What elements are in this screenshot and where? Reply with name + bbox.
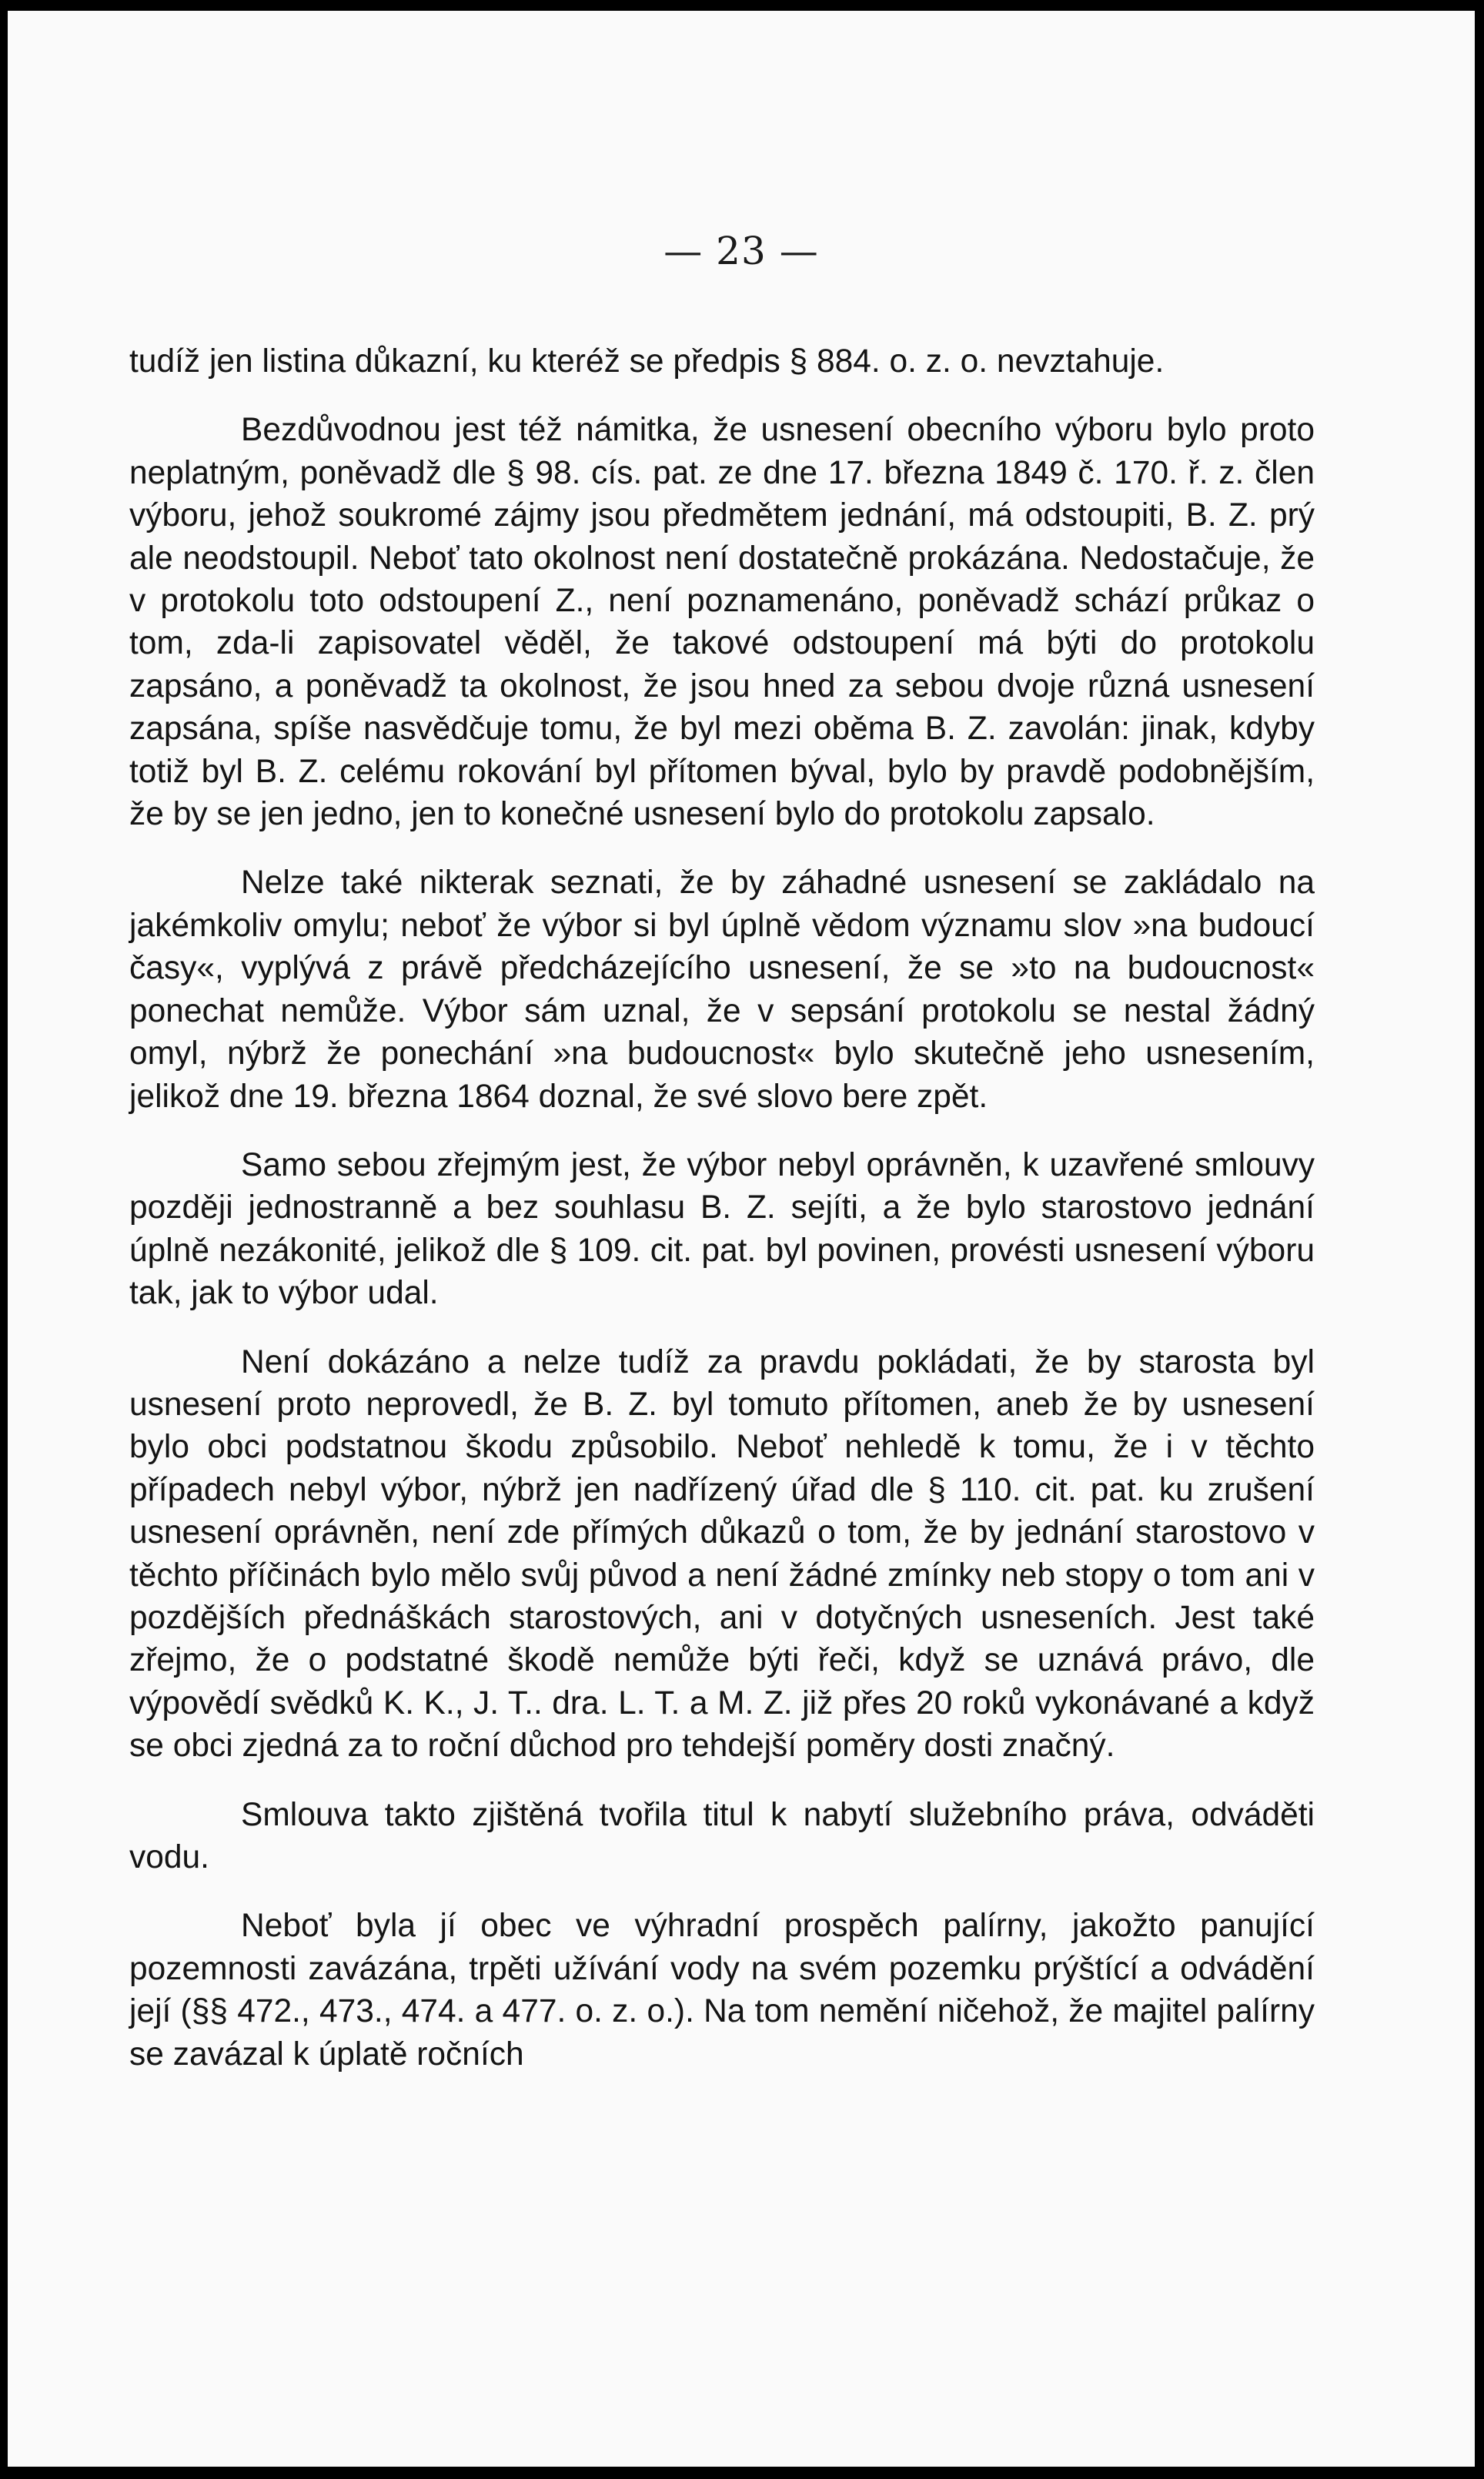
document-page <box>8 11 1475 2467</box>
paragraph-7: Neboť byla jí obec ve výhradní prospěch palírny, jakožto panující pozemnosti zavázána, trpěti užívání vody na svém pozemku prýštící a odvádění její (§§ 472., 473., 474. a 477. o. z. o.). Na tom nemění ničehož, že majitel palírny se zavázal k úplatě ročních <box>129 1908 1315 2073</box>
paragraph-4: Samo sebou zřejmým jest, že výbor nebyl oprávněn, k uzavřené smlouvy později jednostranně a bez souhlasu B. Z. sejíti, a že bylo starostovo jednání úplně nezákonité, jelikož dle § 109. cit. pat. byl povinen, provésti usnesení výboru tak, jak to výbor udal. <box>129 1146 1315 1312</box>
paragraph-1: tudíž jen listina důkazní, ku kteréž se předpis § 884. o. z. o. nevztahuje. <box>129 343 1165 380</box>
paragraph-6: Smlouva takto zjištěná tvořila titul k nabytí služebního práva, odváděti vodu. <box>129 1796 1315 1875</box>
paragraph-3: Nelze také nikterak seznati, že by záhadné usnesení se zakládalo na jakémkoliv omylu; neboť že výbor si byl úplně vědom významu slov »na budoucí časy«, vyplývá z právě předcházejícího usnesení, že se »to na budoucnost« ponechat nemůže. Výbor sám uznal, že v sepsání protokolu se nestal žádný omyl, nýbrž že ponechání »na budoucnost« bylo skutečně jeho usnesením, jelikož dne 19. března 1864 doznal, že své slovo bere zpět. <box>129 865 1315 1115</box>
page-number-header: — 23 — <box>663 229 819 273</box>
paragraph-5: Není dokázáno a nelze tudíž za pravdu pokládati, že by starosta byl usnesení proto neprovedl, že B. Z. byl tomuto přítomen, aneb že by usnesení bylo obci podstatnou škodu způsobilo. Neboť nehledě k tomu, že i v těchto případech nebyl výbor, nýbrž jen nadřízený úřad dle § 110. cit. pat. ku zrušení usnesení oprávněn, není zde přímých důkazů o tom, že by jednání starostovo v těchto příčinách bylo mělo svůj původ a není žádné zmínky neb stopy o tom ani v pozdějších přednáškách starostových, ani v dotyčných usneseních. Jest také zřejmo, že o podstatné škodě nemůže býti řeči, když se uznává právo, dle výpovědí svědků K. K., J. T.. dra. L. T. a M. Z. již přes 20 roků vykonávané a když se obci zjedná za to roční důchod pro tehdejší poměry dosti značný. <box>129 1343 1315 1765</box>
paragraph-2: Bezdůvodnou jest též námitka, že usnesení obecního výboru bylo proto neplatným, poněvadž dle § 98. cís. pat. ze dne 17. března 1849 č. 170. ř. z. člen výboru, jehož soukromé zájmy jsou předmětem jednání, má odstoupiti, B. Z. prý ale neodstoupil. Neboť tato okolnost není dostatečně prokázána. Nedostačuje, že v protokolu toto odstoupení Z., není poznamenáno, poněvadž schází průkaz o tom, zda-li zapisovatel věděl, že takové odstoupení má býti do protokolu zapsáno, a poněvadž ta okolnost, že jsou hned za sebou dvoje různá usnesení zapsána, spíše nasvědčuje tomu, že byl mezi oběma B. Z. zavolán: jinak, kdyby totiž byl B. Z. celému rokování byl přítomen býval, bylo by pravdě podobnějším, že by se jen jedno, jen to konečné usnesení bylo do protokolu zapsalo. <box>129 412 1315 833</box>
body-text <box>129 340 1315 2076</box>
